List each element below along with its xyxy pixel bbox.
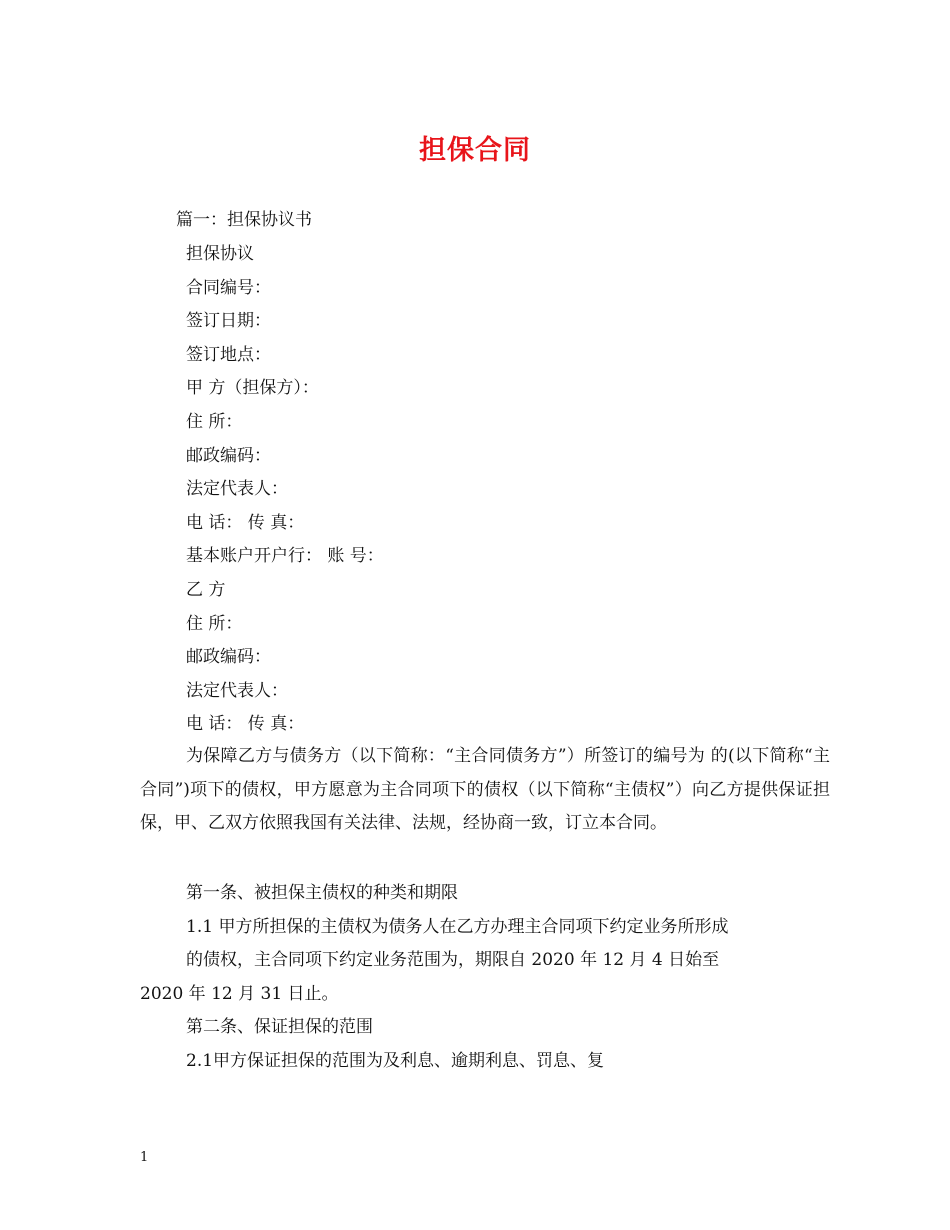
article-heading: 第一条、被担保主债权的种类和期限 (186, 883, 458, 903)
field-line: 电 话： 传 真： (186, 714, 305, 734)
intro-paragraph: 为保障乙方与债务方（以下简称：“主合同债务方”）所签订的编号为 的(以下简称“主合同”)项下的债权，甲方愿意为主合同项下的债权（以下简称“主债权”）向乙方提供保证担保，甲、乙双方依照我国有关法律、法规，经协商一致，订立本合同。 (140, 746, 830, 834)
page-number: 1 (140, 1150, 149, 1165)
field-line: 法定代表人： (186, 479, 288, 499)
field-line: 合同编号： (186, 278, 271, 298)
field-line: 签订地点： (186, 345, 271, 365)
field-line: 住 所： (186, 412, 243, 432)
field-line: 基本账户开户行： 账 号： (186, 546, 384, 566)
article-text: 2020 年 12 月 31 日止。 (140, 984, 339, 1004)
article-text: 的债权，主合同项下约定业务范围为，期限自 2020 年 12 月 4 日始至 (186, 950, 720, 970)
field-line: 邮政编码： (186, 647, 271, 667)
field-line: 电 话： 传 真： (186, 513, 305, 533)
field-line: 住 所： (186, 614, 243, 634)
article-heading: 第二条、保证担保的范围 (186, 1017, 373, 1037)
field-line: 乙 方 (186, 580, 226, 600)
field-line: 担保协议 (186, 244, 254, 264)
article-text: 1.1 甲方所担保的主债权为债务人在乙方办理主合同项下约定业务所形成 (186, 917, 729, 937)
field-line: 法定代表人： (186, 681, 288, 701)
field-line: 签订日期： (186, 311, 271, 331)
article-text: 2.1甲方保证担保的范围为及利息、逾期利息、罚息、复 (186, 1051, 605, 1071)
document-title: 担保合同 (419, 135, 531, 166)
section-heading: 篇一：担保协议书 (176, 210, 312, 230)
field-line: 甲 方（担保方）： (186, 378, 319, 398)
field-line: 邮政编码： (186, 446, 271, 466)
